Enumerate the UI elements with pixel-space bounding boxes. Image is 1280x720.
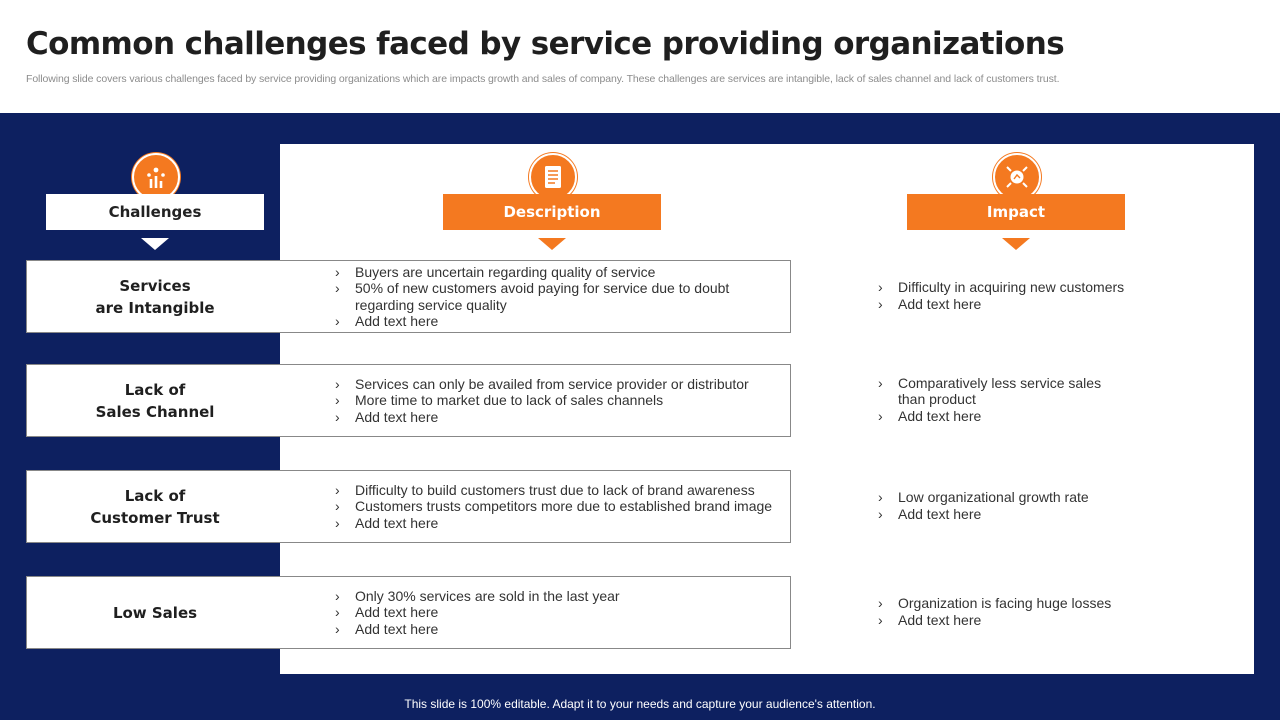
- page-title: Common challenges faced by service providing organizations: [26, 26, 1065, 62]
- page-subtitle: Following slide covers various challenges faced by service providing organizations which are impacts growth and sales of company. These challenges are services are intangible, lack of sales channel and lack of customers trust.: [26, 73, 1060, 85]
- impact-item: › Add text here: [878, 296, 1128, 313]
- impact-list: [878, 375, 1128, 425]
- description-item: › Buyers are uncertain regarding quality of service: [335, 264, 775, 281]
- impact-item: › Low organizational growth rate: [878, 489, 1128, 506]
- impact-list: [878, 279, 1128, 312]
- description-header: Description: [443, 194, 661, 230]
- footer-note: This slide is 100% editable. Adapt it to your needs and capture your audience's attention.: [404, 697, 876, 711]
- impact-cell: [878, 260, 1128, 331]
- impact-cell: [878, 470, 1128, 541]
- challenge-row-sales-channel: [26, 364, 791, 437]
- challenge-row-low-sales: [26, 576, 791, 649]
- challenges-header: Challenges: [46, 194, 264, 230]
- description-item: › Add text here: [335, 515, 775, 532]
- description-arrow-icon: [538, 238, 566, 250]
- description-cell: [335, 261, 775, 332]
- description-cell: [335, 577, 775, 648]
- impact-list: [878, 489, 1128, 522]
- challenges-arrow-icon: [141, 238, 169, 250]
- impact-item: › Add text here: [878, 408, 1128, 425]
- description-cell: [335, 365, 775, 436]
- impact-header: Impact: [907, 194, 1125, 230]
- description-item: › More time to market due to lack of sales channels: [335, 392, 775, 409]
- impact-cell: [878, 364, 1128, 435]
- challenge-label: Services are Intangible: [95, 276, 215, 317]
- description-item: › Add text here: [335, 621, 775, 638]
- challenge-label: Lack of Customer Trust: [90, 486, 220, 527]
- impact-item: › Difficulty in acquiring new customers: [878, 279, 1128, 296]
- challenge-row-services-intangible: [26, 260, 791, 333]
- description-list: [335, 264, 775, 330]
- description-item: › 50% of new customers avoid paying for service due to doubt regarding service quality: [335, 280, 775, 313]
- description-list: [335, 482, 775, 532]
- impact-arrow-icon: [1002, 238, 1030, 250]
- challenge-label: Low Sales: [112, 603, 198, 622]
- description-item: › Add text here: [335, 604, 775, 621]
- impact-item: › Add text here: [878, 506, 1128, 523]
- description-item: › Difficulty to build customers trust due to lack of brand awareness: [335, 482, 775, 499]
- impact-item: › Organization is facing huge losses: [878, 595, 1128, 612]
- description-item: › Services can only be availed from service provider or distributor: [335, 376, 775, 393]
- description-item: › Customers trusts competitors more due to established brand image: [335, 498, 775, 515]
- impact-cell: [878, 576, 1128, 647]
- challenge-label: Lack of Sales Channel: [95, 380, 215, 421]
- description-item: › Only 30% services are sold in the last year: [335, 588, 775, 605]
- description-item: › Add text here: [335, 409, 775, 426]
- description-item: › Add text here: [335, 313, 775, 330]
- description-cell: [335, 471, 775, 542]
- description-list: [335, 588, 775, 638]
- impact-item: › Add text here: [878, 612, 1128, 629]
- impact-list: [878, 595, 1128, 628]
- description-list: [335, 376, 775, 426]
- impact-item: › Comparatively less service sales than product: [878, 375, 1128, 408]
- challenge-row-customer-trust: [26, 470, 791, 543]
